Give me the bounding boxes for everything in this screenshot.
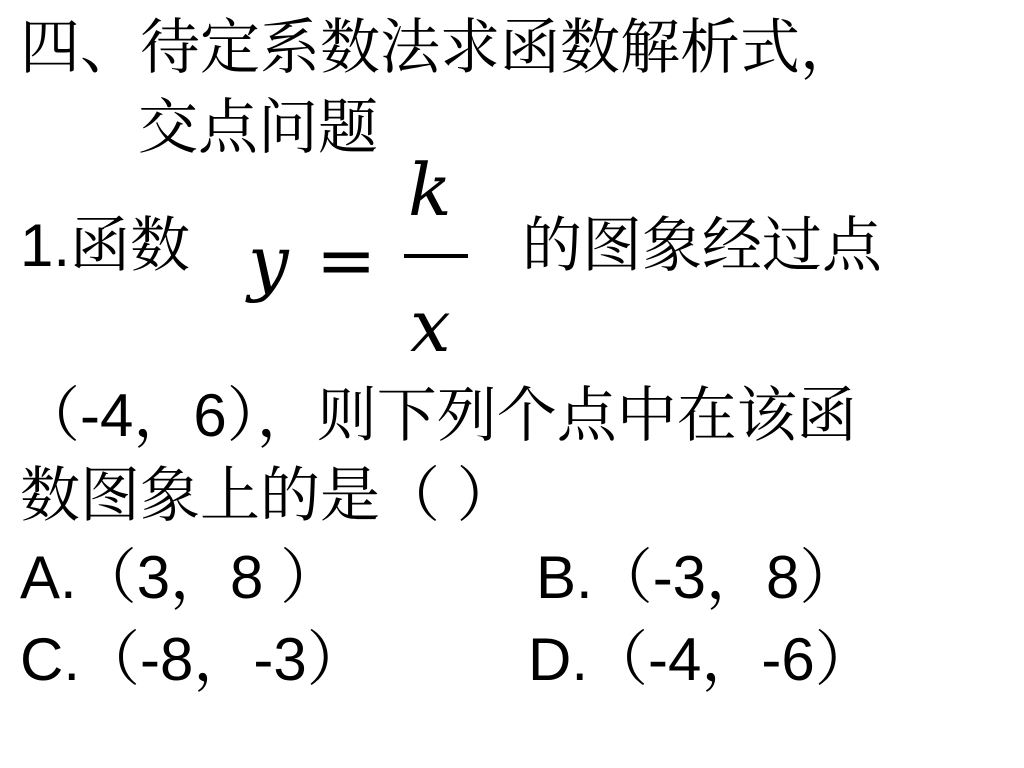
- section-title: 四、待定系数法求函数解析式，: [20, 14, 860, 81]
- formula-lhs: y: [248, 220, 289, 304]
- fraction-bar: [404, 254, 468, 258]
- option-d[interactable]: D.（-4，-6）: [528, 626, 875, 693]
- function-formula: [248, 150, 488, 370]
- option-b[interactable]: B.（-3，8）: [536, 544, 860, 611]
- formula-equals: =: [316, 218, 377, 302]
- formula-numerator: k: [408, 148, 452, 232]
- question-line-2: （-4，6），则下列个点中在该函: [20, 382, 857, 449]
- question-line-3: 数图象上的是（ ）: [20, 462, 517, 529]
- option-a[interactable]: A.（3，8 ）: [20, 544, 341, 611]
- question-suffix: 的图象经过点: [522, 212, 882, 279]
- section-subtitle: 交点问题: [138, 94, 378, 161]
- option-c[interactable]: C.（-8，-3）: [20, 626, 367, 693]
- formula-denominator: x: [410, 284, 451, 368]
- question-prefix: 1.函数: [20, 212, 191, 279]
